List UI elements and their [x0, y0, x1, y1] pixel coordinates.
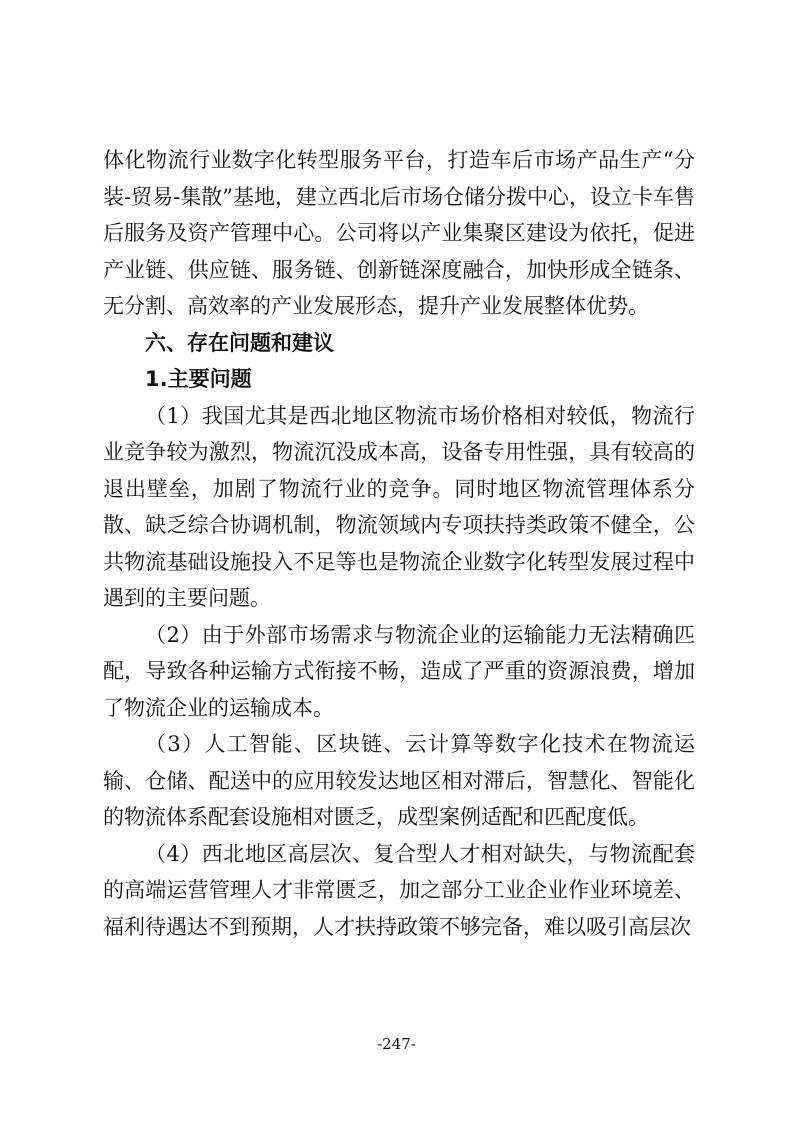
problem-item-4: （4）西北地区高层次、复合型人才相对缺失，与物流配套的高端运营管理人才非常匮乏，加之部分工业企业作业环境差、福利待遇达不到预期，人才扶持政策不够完备，难以吸引高层次 [103, 841, 695, 939]
document-body [103, 142, 695, 945]
page-number: -247- [377, 1035, 416, 1053]
problem-item-1: （1）我国尤其是西北地区物流市场价格相对较低，物流行业竞争较为激烈，物流沉没成本高，设备专用性强，具有较高的退出壁垒，加剧了物流行业的竞争。同时地区物流管理体系分散、缺乏综合协调机制，物流领域内专项扶持类政策不健全，公共物流基础设施投入不足等也是物流企业数字化转型发展过程中遇到的主要问题。 [103, 403, 695, 610]
problem-item-3: （3）人工智能、区块链、云计算等数字化技术在物流运输、仓储、配送中的应用较发达地区相对滞后，智慧化、智能化的物流体系配套设施相对匮乏，成型案例适配和匹配度低。 [103, 732, 695, 829]
subsection-heading: 1.主要问题 [145, 367, 252, 391]
section-heading: 六、存在问题和建议 [145, 330, 334, 355]
problem-item-2: （2）由于外部市场需求与物流企业的运输能力无法精确匹配，导致各种运输方式衔接不畅，造成了严重的资源浪费，增加了物流企业的运输成本。 [103, 622, 695, 720]
paragraph-continuation: 体化物流行业数字化转型服务平台，打造车后市场产品生产“分装-贸易-集散”基地，建立西北后市场仓储分拨中心，设立卡车售后服务及资产管理中心。公司将以产业集聚区建设为依托，促进产业链、供应链、服务链、创新链深度融合，加快形成全链条、无分割、高效率的产业发展形态，提升产业发展整体优势。 [103, 148, 695, 318]
